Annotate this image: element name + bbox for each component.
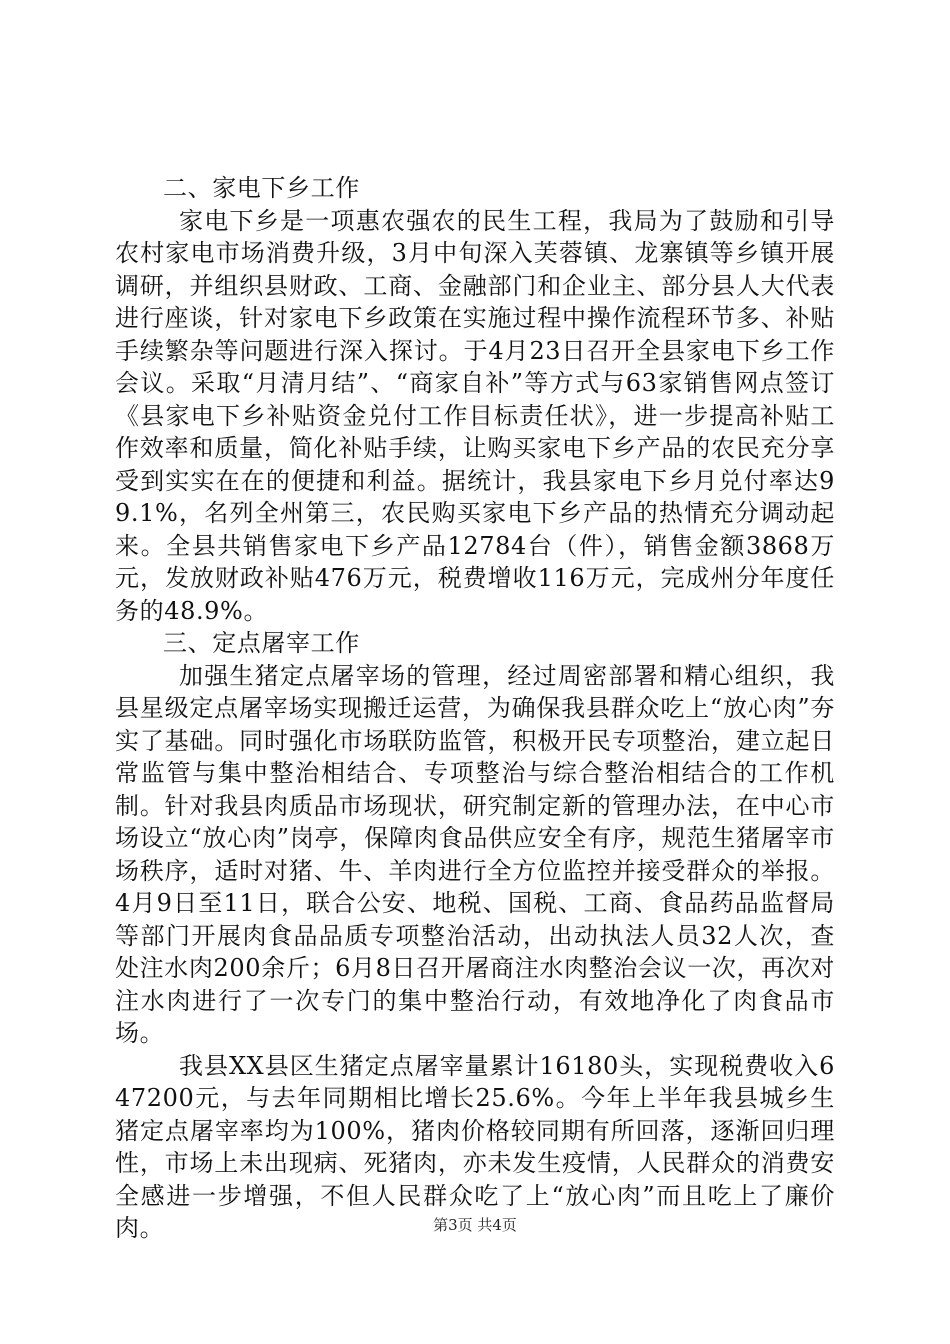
document-body [115,172,835,1245]
paragraph-appliances: 家电下乡是一项惠农强农的民生工程，我局为了鼓励和引导农村家电市场消费升级，3月中旬深入芙蓉镇、龙寨镇等乡镇开展调研，并组织县财政、工商、金融部门和企业主、部分县人大代表进行座谈，针对家电下乡政策在实施过程中操作流程环节多、补贴手续繁杂等问题进行深入探讨。于4月23日召开全县家电下乡工作会议。采取“月清月结”、“商家自补”等方式与63家销售网点签订《县家电下乡补贴资金兑付工作目标责任状》，进一步提高补贴工作效率和质量，简化补贴手续，让购买家电下乡产品的农民充分享受到实实在在的便捷和利益。据统计，我县家电下乡月兑付率达99.1%，名列全州第三，农民购买家电下乡产品的热情充分调动起来。全县共销售家电下乡产品12784台（件），销售金额3868万元，发放财政补贴476万元，税费增收116万元，完成州分年度任务的48.9%。 [115,206,835,625]
section-heading-appliances: 二、家电下乡工作 [163,174,360,202]
section-heading-slaughter: 三、定点屠宰工作 [163,629,360,657]
paragraph-slaughter-management: 加强生猪定点屠宰场的管理，经过周密部署和精心组织，我县星级定点屠宰场实现搬迁运营，为确保我县群众吃上“放心肉”夯实了基础。同时强化市场联防监管，积极开民专项整治，建立起日常监管与集中整治相结合、专项整治与综合整治相结合的工作机制。针对我县肉质品市场现状，研究制定新的管理办法，在中心市场设立“放心肉”岗亭，保障肉食品供应安全有序，规范生猪屠宰市场秩序，适时对猪、牛、羊肉进行全方位监控并接受群众的举报。4月9日至11日，联合公安、地税、国税、工商、食品药品监督局等部门开展肉食品品质专项整治活动，出动执法人员32人次，查处注水肉200余斤；6月8日召开屠商注水肉整治会议一次，再次对注水肉进行了一次专门的集中整治行动，有效地净化了肉食品市场。 [115,661,835,1047]
page-number-footer: 第3页 共4页 [433,1216,517,1234]
paragraph-slaughter-statistics: 我县XX县区生猪定点屠宰量累计16180头，实现税费收入647200元，与去年同期相比增长25.6%。今年上半年我县城乡生猪定点屠宰率均为100%，猪肉价格较同期有所回落，逐渐回归理性，市场上未出现病、死猪肉，亦未发生疫情，人民群众的消费安全感进一步增强，不但人民群众吃了上“放心肉”而且吃上了廉价肉。 [115,1051,835,1242]
